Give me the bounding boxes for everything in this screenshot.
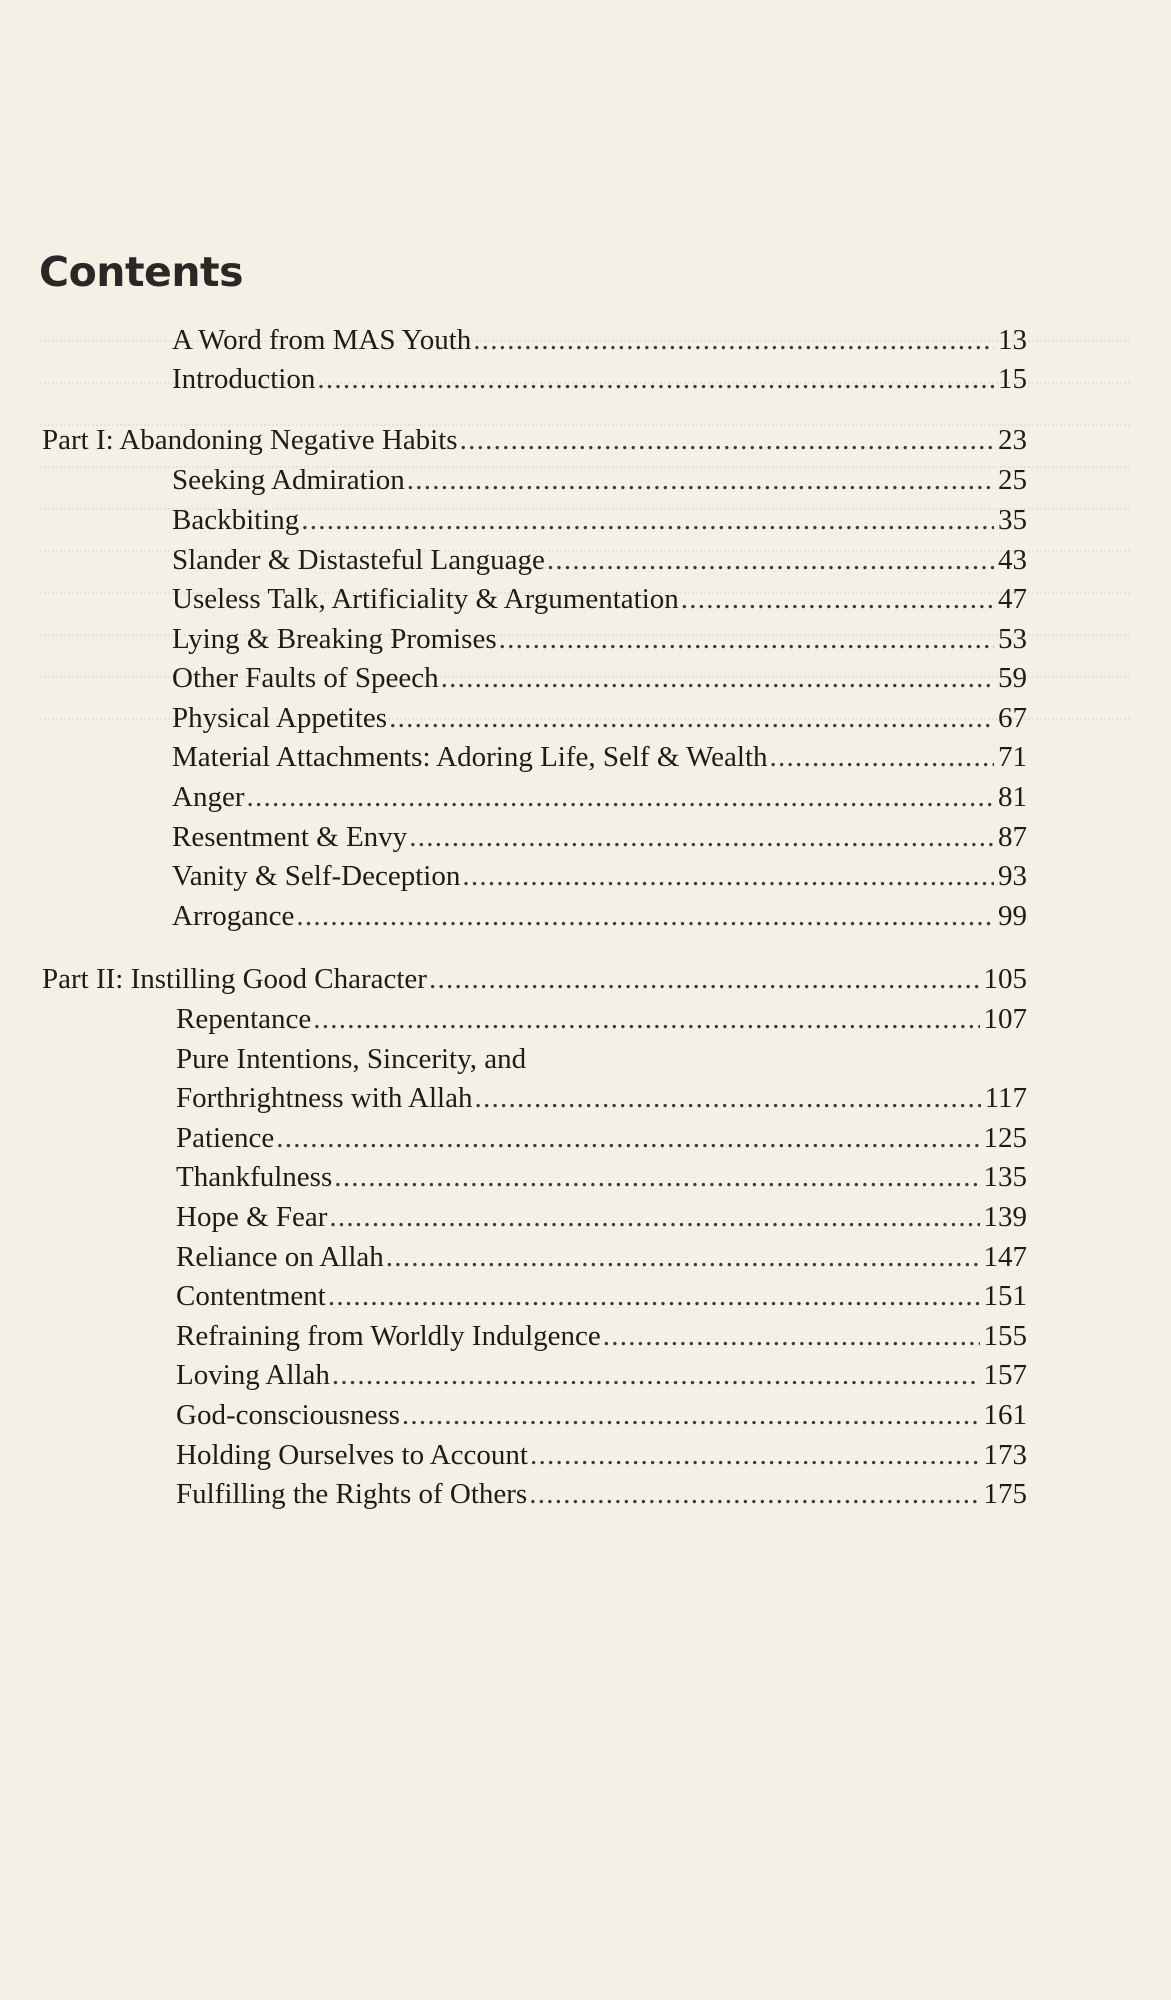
toc-entry-title: Introduction xyxy=(172,363,316,395)
toc-entry[interactable] xyxy=(0,580,1171,618)
toc-entry[interactable] xyxy=(0,1238,1171,1276)
toc-entry[interactable] xyxy=(0,1436,1171,1474)
toc-entry-page: 25 xyxy=(998,464,1027,496)
toc-entry-title: Holding Ourselves to Account xyxy=(176,1439,528,1471)
toc-entry-page: 93 xyxy=(998,860,1027,892)
toc-entry-title: Vanity & Self-Deception xyxy=(172,860,461,892)
toc-entry-title: Part I: Abandoning Negative Habits xyxy=(42,424,458,456)
toc-entry-page: 157 xyxy=(983,1359,1027,1391)
toc-entry-title: Slander & Distasteful Language xyxy=(172,544,545,576)
toc-entry-title: Hope & Fear xyxy=(176,1201,328,1233)
toc-entry-page: 105 xyxy=(983,963,1027,995)
toc-entry[interactable] xyxy=(0,857,1171,895)
toc-entry-title: Backbiting xyxy=(172,504,300,536)
toc-entry-title: God-consciousness xyxy=(176,1399,400,1431)
toc-entry-title: Material Attachments: Adoring Life, Self & Wealth xyxy=(172,741,768,773)
toc-entry-page: 107 xyxy=(983,1003,1027,1035)
toc-entry-page: 47 xyxy=(998,583,1027,615)
toc-entry-page: 23 xyxy=(998,424,1027,456)
toc-entry[interactable] xyxy=(0,541,1171,579)
toc-entry[interactable] xyxy=(0,699,1171,737)
toc-entry-title: Thankfulness xyxy=(176,1161,333,1193)
toc-entry[interactable] xyxy=(0,897,1171,935)
page-title: Contents xyxy=(39,248,244,296)
toc-entry-page: 15 xyxy=(998,363,1027,395)
toc-entry-page: 161 xyxy=(983,1399,1027,1431)
toc-entry[interactable] xyxy=(0,321,1171,359)
toc-part-heading[interactable] xyxy=(0,960,1171,998)
toc-entry-title: Refraining from Worldly Indulgence xyxy=(176,1320,601,1352)
toc-entry-page: 67 xyxy=(998,702,1027,734)
toc-entry-page: 151 xyxy=(983,1280,1027,1312)
toc-entry-title: Contentment xyxy=(176,1280,326,1312)
toc-entry[interactable] xyxy=(0,1475,1171,1513)
toc-entry[interactable] xyxy=(0,360,1171,398)
toc-entry-title: Other Faults of Speech xyxy=(172,662,439,694)
toc-entry[interactable] xyxy=(0,818,1171,856)
toc-entry[interactable] xyxy=(0,738,1171,776)
toc-entry-page: 135 xyxy=(983,1161,1027,1193)
toc-entry-title: Reliance on Allah xyxy=(176,1241,384,1273)
toc-entry-title: Repentance xyxy=(176,1003,312,1035)
toc-entry-title: Patience xyxy=(176,1122,275,1154)
toc-entry[interactable] xyxy=(0,501,1171,539)
toc-entry-title: Fulfilling the Rights of Others xyxy=(176,1478,528,1510)
toc-entry-page: 139 xyxy=(983,1201,1027,1233)
toc-entry-page: 35 xyxy=(998,504,1027,536)
toc-entry-title: Part II: Instilling Good Character xyxy=(42,963,427,995)
toc-entry-page: 99 xyxy=(998,900,1027,932)
toc-entry-title: Anger xyxy=(172,781,245,813)
toc-entry-title: Physical Appetites xyxy=(172,702,388,734)
toc-entry-title: Forthrightness with Allah xyxy=(176,1082,473,1114)
toc-entry-page: 175 xyxy=(983,1478,1027,1510)
toc-entry-page: 71 xyxy=(998,741,1027,773)
toc-entry[interactable] xyxy=(0,1317,1171,1355)
toc-entry-page: 117 xyxy=(984,1082,1027,1114)
toc-entry[interactable] xyxy=(0,1356,1171,1394)
toc-entry-title: Pure Intentions, Sincerity, and xyxy=(176,1043,527,1075)
toc-entry-title: Resentment & Envy xyxy=(172,821,408,853)
toc-entry-page: 59 xyxy=(998,662,1027,694)
toc-entry[interactable] xyxy=(0,1277,1171,1315)
toc-entry[interactable] xyxy=(0,461,1171,499)
toc-part-heading[interactable] xyxy=(0,421,1171,459)
toc-entry-title: Useless Talk, Artificiality & Argumentation xyxy=(172,583,679,615)
toc-entry-page: 43 xyxy=(998,544,1027,576)
toc-entry-page: 125 xyxy=(983,1122,1027,1154)
toc-entry-page: 147 xyxy=(983,1241,1027,1273)
toc-entry-page: 155 xyxy=(983,1320,1027,1352)
toc-entry-first-line[interactable] xyxy=(0,1040,1171,1078)
toc-entry[interactable] xyxy=(0,1000,1171,1038)
toc-entry-page: 81 xyxy=(998,781,1027,813)
toc-entry-title: Arrogance xyxy=(172,900,295,932)
toc-entry[interactable] xyxy=(0,1396,1171,1434)
toc-entry-page: 13 xyxy=(998,324,1027,356)
toc-entry[interactable] xyxy=(0,1079,1171,1117)
toc-entry-title: Seeking Admiration xyxy=(172,464,405,496)
toc-entry[interactable] xyxy=(0,659,1171,697)
toc-entry[interactable] xyxy=(0,620,1171,658)
toc-entry[interactable] xyxy=(0,1198,1171,1236)
toc-entry-title: A Word from MAS Youth xyxy=(172,324,472,356)
toc-entry[interactable] xyxy=(0,778,1171,816)
toc-entry-page: 53 xyxy=(998,623,1027,655)
toc-entry[interactable] xyxy=(0,1158,1171,1196)
toc-entry-page: 173 xyxy=(983,1439,1027,1471)
toc-entry-title: Lying & Breaking Promises xyxy=(172,623,497,655)
toc-entry[interactable] xyxy=(0,1119,1171,1157)
toc-entry-page: 87 xyxy=(998,821,1027,853)
toc-entry-title: Loving Allah xyxy=(176,1359,330,1391)
